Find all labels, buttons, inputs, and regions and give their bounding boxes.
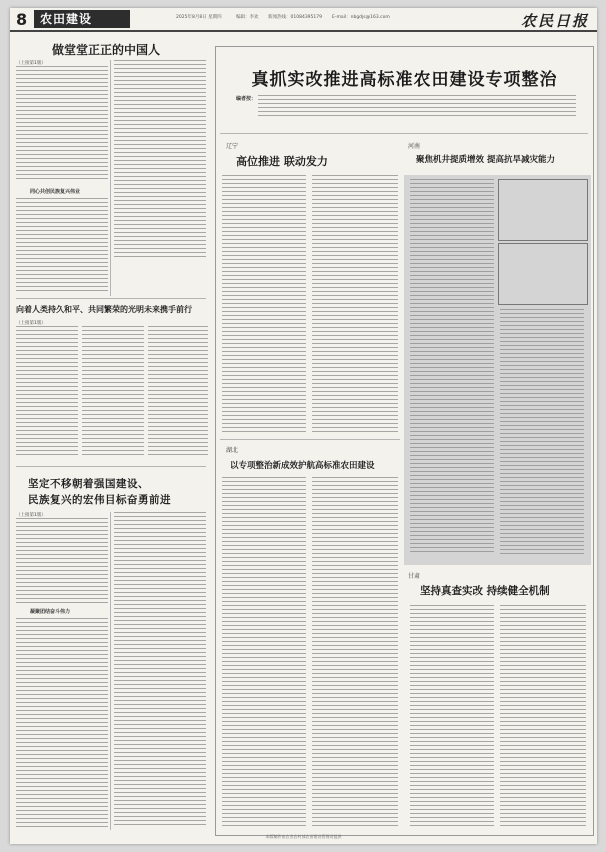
- page-number: 8: [16, 10, 28, 29]
- editor-name: 编辑：李欢: [236, 15, 259, 20]
- article-headline: 做堂堂正正的中国人: [52, 43, 161, 57]
- article-body: [148, 326, 208, 458]
- article-body: [114, 512, 206, 828]
- section-body: [312, 477, 398, 827]
- section-body: [410, 179, 494, 555]
- article-body: [16, 66, 108, 182]
- article-headline: 坚定不移朝着强国建设、: [28, 478, 149, 490]
- article-byline: （上接第1版）: [16, 513, 46, 518]
- paper-name: 农民日报: [520, 12, 589, 30]
- newspaper-page: [10, 8, 597, 844]
- section-body: [410, 605, 494, 827]
- editor-note: [258, 95, 576, 117]
- article-byline: （上接第1版）: [16, 321, 46, 326]
- page-footer: 本版稿件由农业农村部农田建设管理司提供: [265, 834, 342, 839]
- section-body: [500, 309, 584, 555]
- region-label: 辽宁: [226, 143, 239, 150]
- masthead-rule: [10, 30, 597, 32]
- section-divider: [220, 439, 400, 440]
- article-body: [16, 326, 78, 458]
- special-report-headline: 真抓实改推进高标准农田建设专项整治: [251, 70, 558, 90]
- column-rule: [110, 60, 111, 296]
- article-subhead: 凝聚团结奋斗伟力: [30, 609, 71, 615]
- article-byline: （上接第1版）: [16, 61, 46, 66]
- news-hotline: 新闻热线：01084395179: [268, 15, 322, 20]
- email: E-mail：nbgdjs@163.com: [332, 15, 390, 20]
- article-body: [16, 198, 108, 294]
- article-subhead: 同心共创民族复兴伟业: [30, 189, 81, 195]
- masthead: [10, 8, 597, 30]
- region-label: 河南: [408, 143, 421, 150]
- section-divider: [220, 133, 588, 134]
- section-headline: 坚持真查实改 持续健全机制: [420, 585, 550, 597]
- article-divider: [16, 466, 206, 467]
- section-body: [222, 477, 306, 827]
- section-body: [312, 175, 398, 433]
- article-divider: [16, 298, 206, 299]
- issue-date: 2025年8月8日 星期四: [176, 15, 222, 20]
- pull-quote: [498, 179, 588, 241]
- pull-quote: [498, 243, 588, 305]
- article-body: [16, 618, 108, 828]
- article-headline: 民族复兴的宏伟目标奋勇前进: [28, 494, 171, 506]
- article-headline: 向着人类持久和平、共同繁荣的光明未来携手前行: [16, 304, 192, 314]
- article-body: [114, 60, 206, 260]
- region-label: 甘肃: [408, 573, 421, 580]
- section-headline: 聚焦机井提质增效 提高抗旱减灾能力: [416, 155, 555, 165]
- special-report-box: [215, 46, 594, 836]
- article-body: [16, 518, 108, 604]
- region-label: 湖北: [226, 447, 239, 454]
- column-rule: [110, 512, 111, 830]
- section-headline: 以专项整治新成效护航高标准农田建设: [230, 461, 375, 471]
- section-headline: 高位推进 联动发力: [236, 155, 328, 168]
- section-title: 农田建设: [34, 10, 130, 28]
- section-body: [500, 605, 586, 827]
- section-body: [222, 175, 306, 433]
- editor-note-label: 编者按：: [236, 96, 257, 102]
- article-body: [82, 326, 144, 458]
